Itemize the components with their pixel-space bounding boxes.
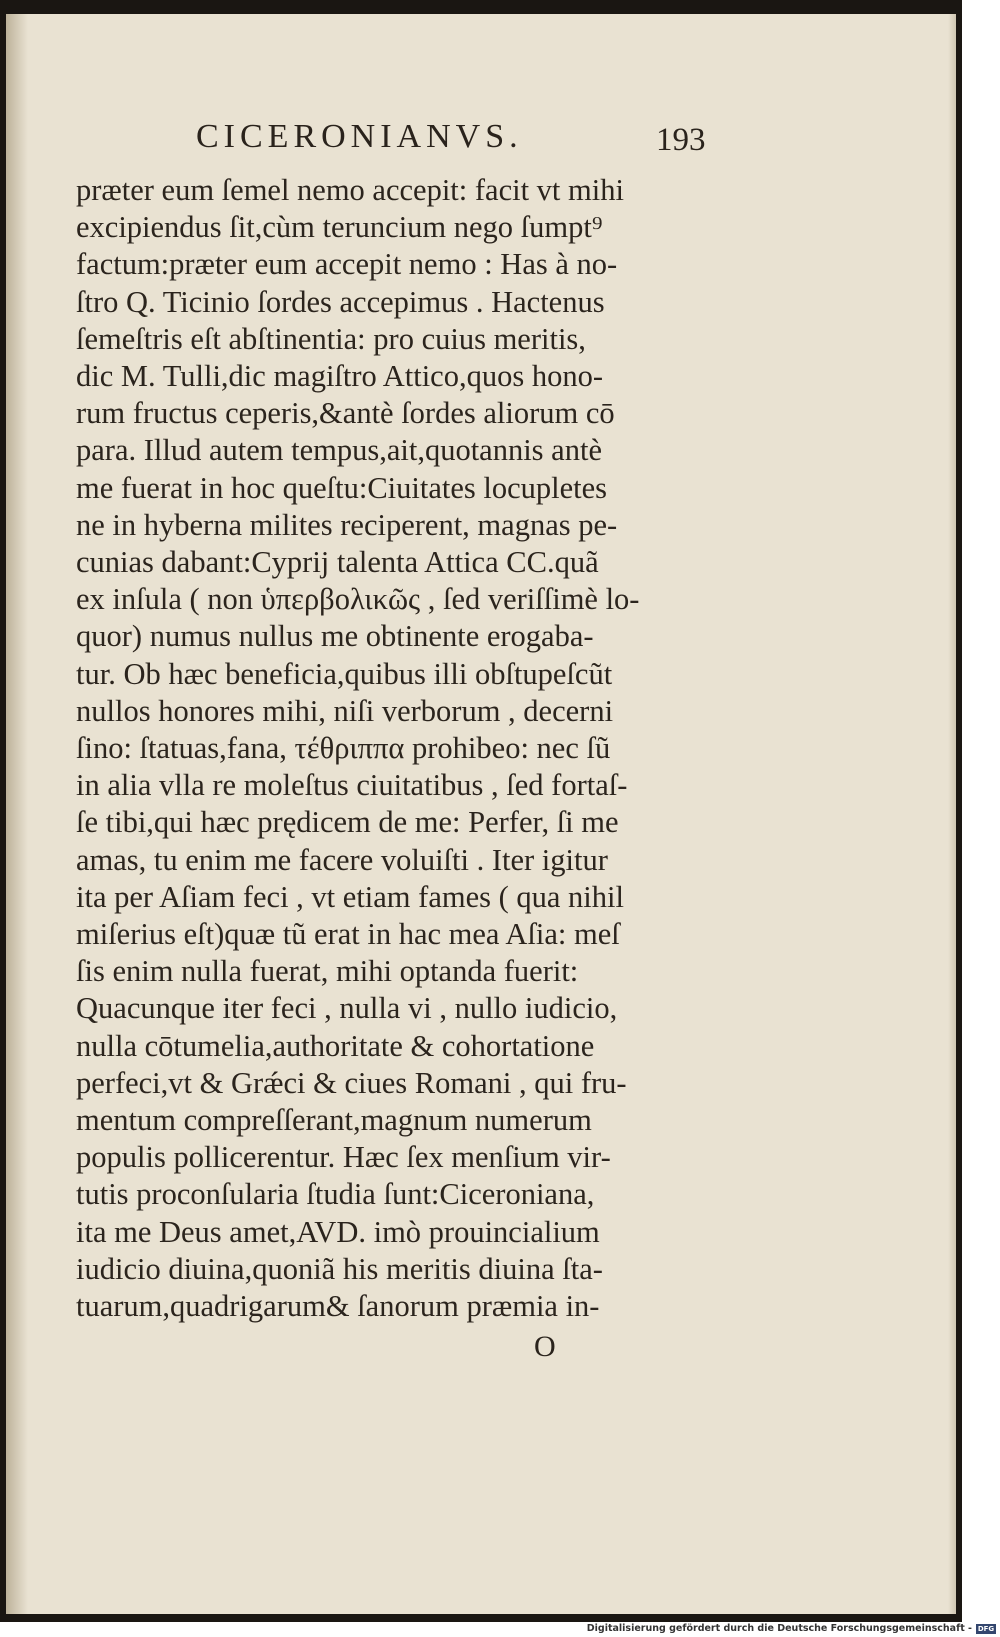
text-line: nulla cōtumelia,authoritate & cohortatione [76,1028,595,1063]
text-line: Quacunque iter feci , nulla vi , nullo iudicio, [76,991,618,1026]
text-line: excipiendus ſit,cùm teruncium nego ſumpt⁹ [76,210,603,245]
text-line: ex inſula ( non ὑπερβολικῶς , ſed veriſſimè lo- [76,582,640,617]
running-head: CICERONIANVS. [196,118,523,155]
page-edge [948,14,956,1614]
text-line: ſemeſtris eſt abſtinentia: pro cuius meritis, [76,321,586,356]
text-line: amas, tu enim me facere voluiſti . Iter igitur [76,842,608,877]
text-line: me fuerat in hoc queſtu:Ciuitates locupletes [76,470,608,505]
text-line: ita per Aſiam feci , vt etiam fames ( qua nihil [76,879,624,914]
footer-bar [0,1622,1000,1637]
text-line: cunias dabant:Cyprij talenta Attica CC.quã [76,545,599,580]
body-text [76,172,756,1325]
text-line: tur. Ob hæc beneficia,quibus illi obſtupeſcũt [76,656,613,691]
text-line: ne in hyberna milites reciperent, magnas pe- [76,507,618,542]
text-line: præter eum ſemel nemo accepit: facit vt mihi [76,173,624,207]
text-line: nullos honores mihi, niſi verborum , decerni [76,693,614,728]
text-line: tuarum,quadrigarum& ſanorum præmia in- [76,1289,600,1324]
text-line: perfeci,vt & Grǽci & ciues Romani , qui fru- [76,1065,627,1100]
footer-credit: Digitalisierung gefördert durch die Deutsche Forschungsgemeinschaft - [586,1623,972,1634]
text-line: quor) numus nullus me obtinente erogaba- [76,619,594,654]
text-line: ita me Deus amet,AVD. imò prouincialium [76,1214,600,1249]
text-line: ſe tibi,qui hæc prędicem de me: Perfer, ſi me [76,805,619,840]
signature-mark: O [534,1330,556,1363]
text-line: dic M. Tulli,dic magiſtro Attico,quos hono- [76,359,603,394]
text-line: para. Illud autem tempus,ait,quotannis antè [76,433,602,468]
text-line: mentum compreſſerant,magnum numerum [76,1103,592,1138]
text-line: rum fructus ceperis,&antè ſordes aliorum cō [76,396,615,431]
text-line: ſino: ſtatuas,fana, τέθριππα prohibeo: nec ſũ [76,731,611,766]
book-page [6,14,956,1614]
text-line: iudicio diuina,quoniã his meritis diuina ſta- [76,1251,603,1286]
text-line: in alia vlla re moleſtus ciuitatibus , ſed fortaſ- [76,768,628,803]
page-gutter [6,14,28,1614]
text-line: ſtro Q. Ticinio ſordes accepimus . Hactenus [76,284,605,319]
text-line: factum:præter eum accepit nemo : Has à no- [76,247,618,282]
text-line: populis pollicerentur. Hæc ſex menſium vir- [76,1140,611,1175]
text-line: tutis proconſularia ſtudia ſunt:Ciceroniana, [76,1177,595,1212]
text-line: ſis enim nulla fuerat, mihi optanda fuerit: [76,954,579,989]
text-line: miſerius eſt)quæ tũ erat in hac mea Aſia: meſ [76,917,620,952]
dfg-logo-icon: DFG [977,1625,995,1633]
page-number: 193 [656,122,706,158]
